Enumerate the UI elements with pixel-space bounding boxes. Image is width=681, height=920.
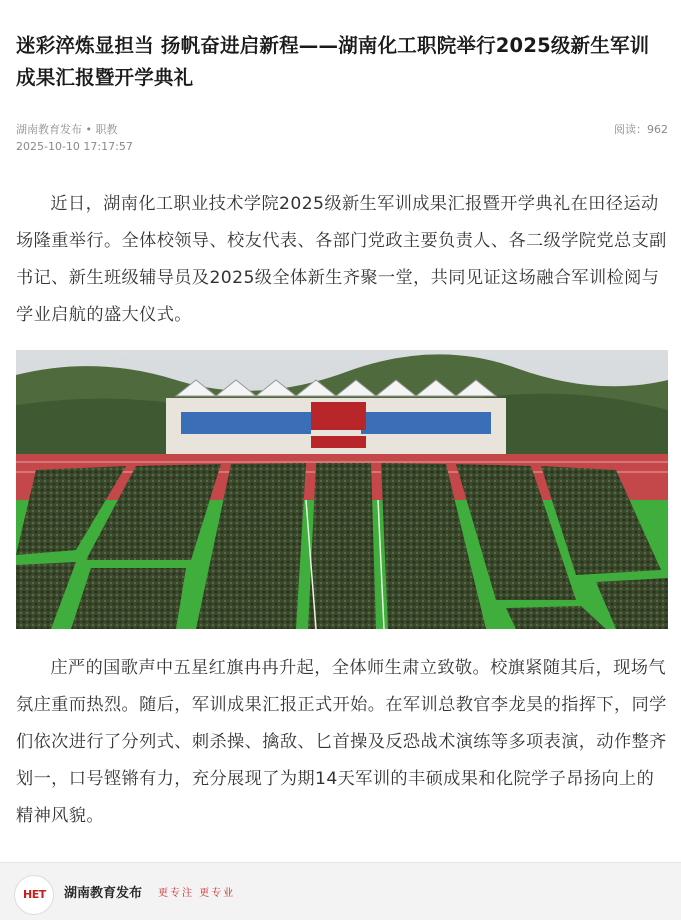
ceremony-photo[interactable] — [16, 350, 668, 629]
article-title: 迷彩淬炼显担当 扬帆奋进启新程——湖南化工职院举行2025级新生军训成果汇报暨开学典礼 — [16, 34, 650, 89]
brand-slogan: 更专注 更专业 — [158, 888, 236, 899]
ceremony-photo-illustration — [16, 350, 668, 629]
article-datetime: 2025-10-10 17:17:57 — [16, 140, 133, 153]
article-paragraph-1: 近日，湖南化工职业技术学院2025级新生军训成果汇报暨开学典礼在田径运动场隆重举行。全体校领导、校友代表、各部门党政主要负责人、各二级学院党总支副书记、新生班级辅导员及2025级全体新生齐聚一堂，共同见证这场融合军训检阅与学业启航的盛大仪式。 — [16, 194, 667, 325]
brand-name: 湖南教育发布 — [64, 886, 143, 901]
read-count: 阅读：962 — [614, 123, 668, 136]
brand-logo — [14, 875, 54, 915]
article-meta — [16, 121, 133, 155]
footer-brand-bar[interactable] — [0, 862, 681, 920]
brand-logo-text: HET — [23, 888, 46, 901]
article-source[interactable]: 湖南教育发布 • 职教 — [16, 123, 118, 136]
article-paragraph-2: 庄严的国歌声中五星红旗冉冉升起，全体师生肃立致敬。校旗紧随其后，现场气氛庄重而热烈。随后，军训成果汇报正式开始。在军训总教官李龙昊的指挥下，同学们依次进行了分列式、刺杀操、擒敌、匕首操及反恐战术演练等多项表演，动作整齐划一，口号铿锵有力，充分展现了为期14天军训的丰硕成果和化院学子昂扬向上的精神风貌。 — [16, 658, 667, 826]
